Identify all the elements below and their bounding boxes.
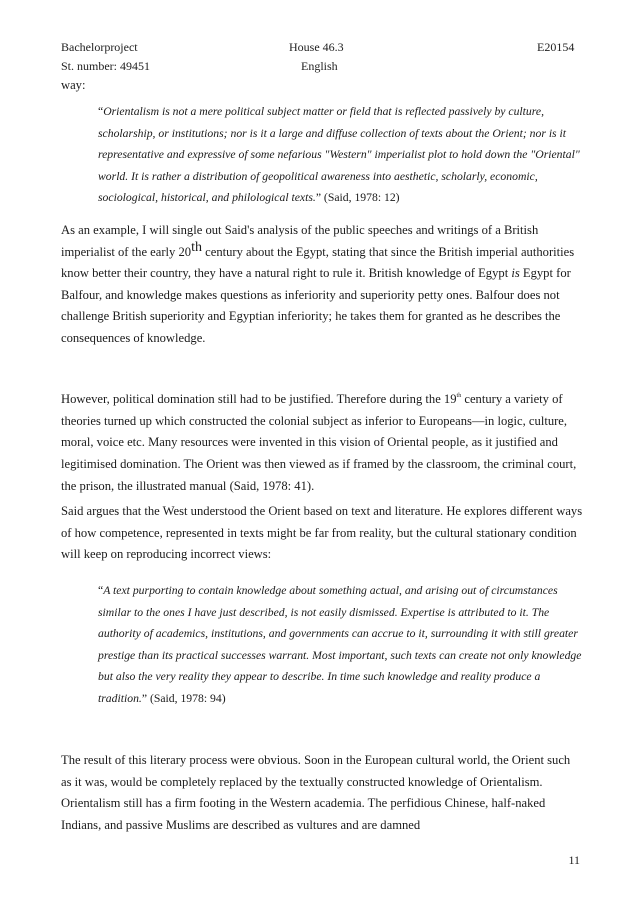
quote-1-open-mark: “ xyxy=(98,105,104,118)
paragraph-2: However, political domination still had to be justified. Therefore during the 19th century a variety of theories turned up which constructed the colonial subject as inferior to Europeans—in logic, culture, moral, voice etc. Many resources were invented in this vision of Oriental people, as it justified and legitimised domination. The Orient was then viewed as if framed by the classroom, the criminal court, the prison, the illustrated manual (Said, 1978: 41). xyxy=(61,392,577,493)
page-number: 11 xyxy=(568,853,580,867)
header-project-label: Bachelorproject xyxy=(61,40,138,54)
quote-2-text: A text purporting to contain knowledge about something actual, and arising out of circumstances similar to the ones I have just described, is not easily dismissed. Expertise is attributed to it. The authority of academics, institutions, and governments can accrue to it, surrounding it with still greater prestige than its practical successes warrant. Most important, such texts can create not only knowledge but also the very reality they appear to describe. In time such knowledge and reality produce a tradition. xyxy=(98,584,582,705)
paragraph-4: The result of this literary process were obvious. Soon in the European cultural world, the Orient such as it was, would be completely replaced by the textually constructed knowledge of Orientalism. Orientalism still has a firm footing in the Western academia. The perfidious Chinese, half-naked Indians, and passive Muslims are described as vultures and are damned xyxy=(61,753,571,832)
final-body xyxy=(61,750,583,836)
quote-1-citation: ” (Said, 1978: 12) xyxy=(315,191,400,205)
emphasis-is: is xyxy=(511,266,520,281)
lead-word: way: xyxy=(61,78,86,92)
paragraph-1: As an example, I will single out Said's analysis of the public speeches and writings of a British imperialist of the early 20th century about the Egypt, stating that since the British imperial authorities know better their country, they have a natural right to rule it. British knowledge of Egypt is Egypt for Balfour, and knowledge makes questions as inferiority and superiority petty ones. Balfour does not challenge British superiority and Egyptian inferiority; he takes them for granted as he describes the consequences of knowledge. xyxy=(61,223,575,345)
quote-2-citation: ” (Said, 1978: 94) xyxy=(141,691,226,705)
paragraph-3: Said argues that the West understood the Orient based on text and literature. He explores different ways of how competence, represented in texts might be far from reality, but the cultural stationary condition will keep on reproducing incorrect views: xyxy=(61,504,583,562)
superscript-th: th xyxy=(191,239,202,255)
block-quote-2 xyxy=(98,580,582,710)
quote-2-open-mark: “ xyxy=(98,584,104,597)
quote-1-text: Orientalism is not a mere political subject matter or field that is reflected passively by culture, scholarship, or institutions; nor is it a large and diffuse collection of texts about the Orient; nor is it representative and expressive of some nefarious "Western" imperialist plot to hold down the "Oriental" world. It is rather a distribution of geopolitical awareness into aesthetic, scholarly, economic, sociological, historical, and philological texts. xyxy=(98,105,580,205)
lead-text xyxy=(61,75,583,97)
header-house: House 46.3 xyxy=(289,40,344,54)
header-code: E20154 xyxy=(537,40,575,54)
header-subject: English xyxy=(301,59,338,73)
block-quote-1 xyxy=(98,101,582,209)
header-student-number: St. number: 49451 xyxy=(61,59,150,73)
main-body xyxy=(61,220,583,566)
superscript-th-small: th xyxy=(456,393,462,400)
